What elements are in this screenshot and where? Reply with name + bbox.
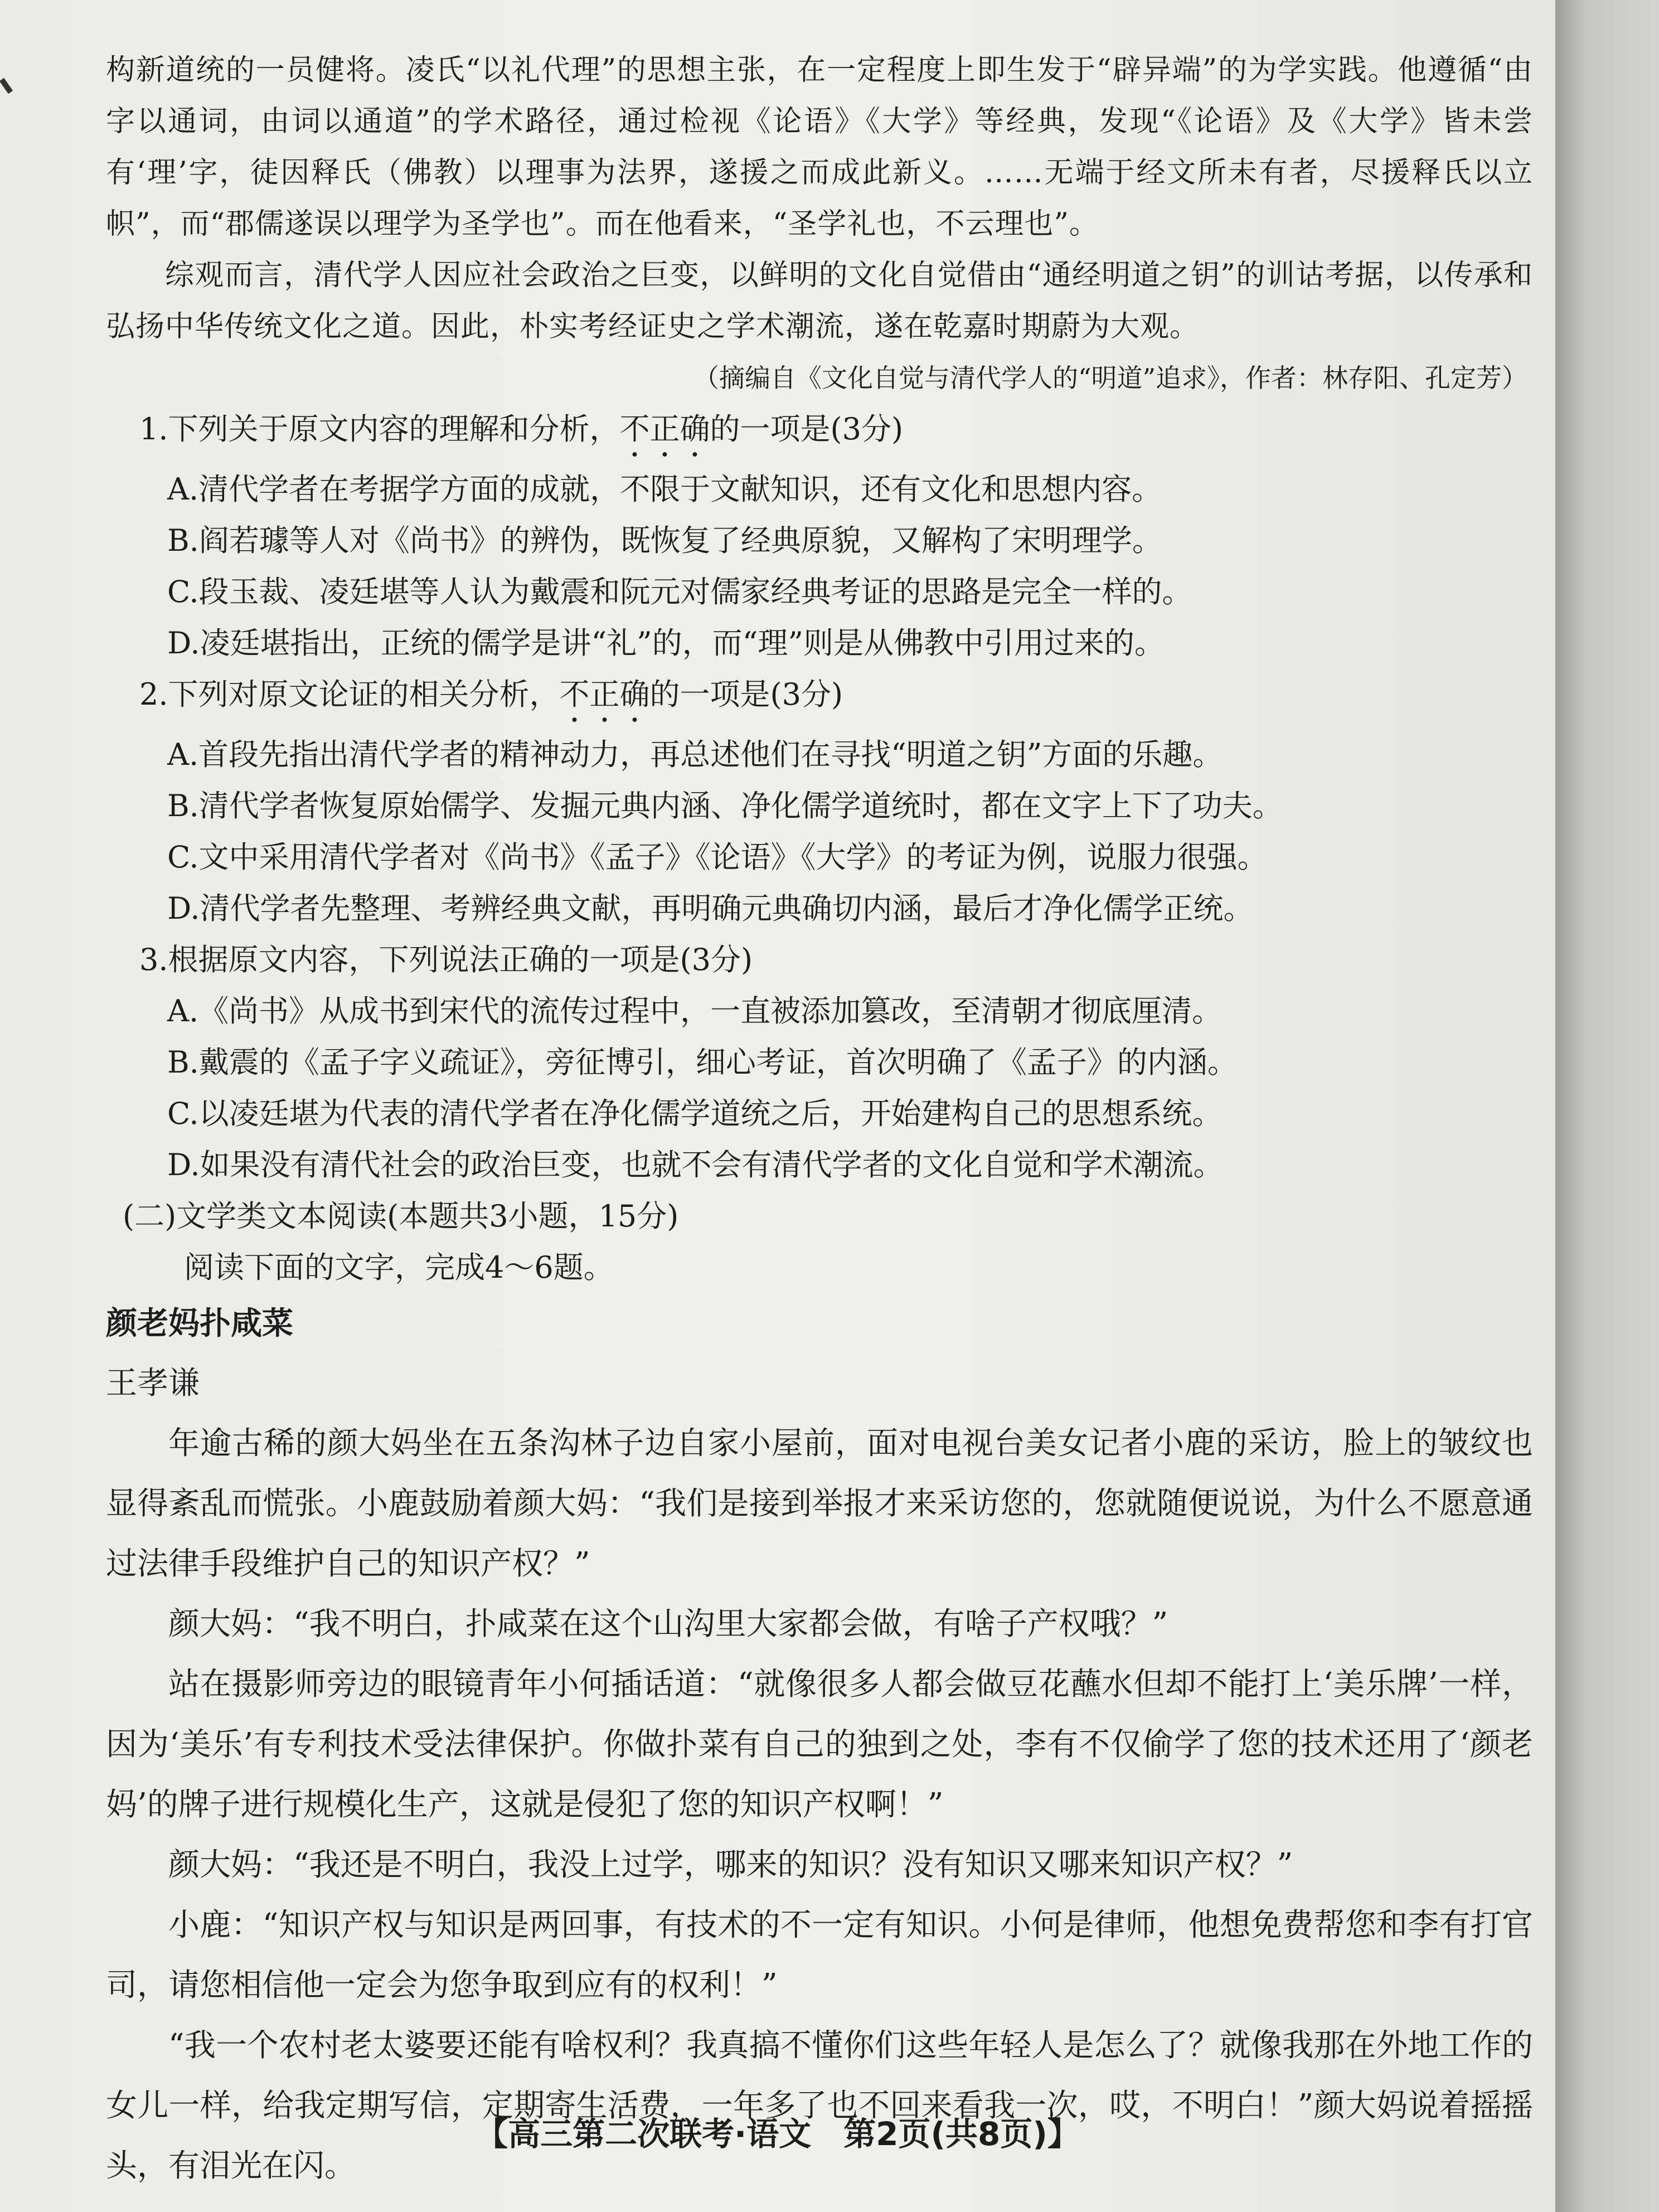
passage-source: （摘编自《文化自觉与清代学人的“明道”追求》，作者：林存阳、孔定芳） xyxy=(693,363,1527,393)
page-content xyxy=(106,45,1533,2196)
option-a: A.首段先指出清代学者的精神动力，再总述他们在寻找“明道之钥”方面的乐趣。 xyxy=(167,737,1223,772)
option-a: A.清代学者在考据学方面的成就，不限于文献知识，还有文化和思想内容。 xyxy=(167,472,1162,507)
section-heading: (二)文学类文本阅读(本题共3小题，15分) xyxy=(123,1199,679,1234)
question-2 xyxy=(106,669,1533,934)
question-3 xyxy=(106,934,1533,1191)
option-c: C.文中采用清代学者对《尚书》《孟子》《论语》《大学》的考证为例，说服力很强。 xyxy=(167,840,1268,875)
option-b: B.清代学者恢复原始儒学、发掘元典内涵、净化儒学道统时，都在文字上下了功夫。 xyxy=(167,788,1283,823)
option-c: C.段玉裁、凌廷堪等人认为戴震和阮元对儒家经典考证的思路是完全一样的。 xyxy=(167,574,1192,609)
option-d: D.凌廷堪指出，正统的儒学是讲“礼”的，而“理”则是从佛教中引用过来的。 xyxy=(167,625,1165,661)
option-b: B.阎若璩等人对《尚书》的辨伪，既恢复了经典原貌，又解构了宋明理学。 xyxy=(167,523,1162,558)
option-c: C.以凌廷堪为代表的清代学者在净化儒学道统之后，开始建构自己的思想系统。 xyxy=(167,1096,1223,1131)
paper-edge-shadow xyxy=(1555,0,1659,2212)
option-b: B.戴震的《孟子字义疏证》，旁征博引，细心考证，首次明确了《孟子》的内涵。 xyxy=(167,1045,1238,1080)
story-paragraph: 站在摄影师旁边的眼镜青年小何插话道：“就像很多人都会做豆花蘸水但却不能打上‘美乐牌’一样，因为‘美乐’有专利技术受法律保护。你做扑菜有自己的独到之处，李有不仅偷学了您的技术还用了‘颜老妈’的牌子进行规模化生产，这就是侵犯了您的知识产权啊！” xyxy=(106,1666,1533,1823)
story-title: 颜老妈扑咸菜 xyxy=(106,1305,293,1342)
emphasis-not-correct: 不正确 xyxy=(559,677,650,712)
story-author: 王孝谦 xyxy=(106,1365,200,1401)
passage-conclusion: 综观而言，清代学人因应社会政治之巨变，以鲜明的文化自觉借由“通经明道之钥”的训诂考据，以传承和弘扬中华传统文化之道。因此，朴实考经证史之学术潮流，遂在乾嘉时期蔚为大观。 xyxy=(106,259,1533,343)
question-stem: 1.下列关于原文内容的理解和分析，不正确的一项是(3分) xyxy=(139,411,904,447)
page-footer: 【高三第二次联考·语文 第2页(共8页)】 xyxy=(476,2115,1080,2153)
question-1 xyxy=(106,404,1533,669)
option-a: A.《尚书》从成书到宋代的流传过程中，一直被添加篡改，至清朝才彻底厘清。 xyxy=(167,993,1223,1029)
passage-paragraph-tail: 构新道统的一员健将。凌氏“以礼代理”的思想主张，在一定程度上即生发于“辟异端”的为学实践。他遵循“由字以通词，由词以通道”的学术路径，通过检视《论语》《大学》等经典，发现“《论语》及《大学》皆未尝有‘理’字，徒因释氏（佛教）以理事为法界，遂援之而成此新义。……无端于经文所未有者，尽援释氏以立帜”，而“郡儒遂误以理学为圣学也”。而在他看来，“圣学礼也，不云理也”。 xyxy=(106,54,1533,241)
story-paragraph: 年逾古稀的颜大妈坐在五条沟林子边自家小屋前，面对电视台美女记者小鹿的采访，脸上的皱纹也显得紊乱而慌张。小鹿鼓励着颜大妈：“我们是接到举报才来采访您的，您就随便说说，为什么不愿意通过法律手段维护自己的知识产权？” xyxy=(106,1425,1533,1582)
story-paragraph: 小鹿：“知识产权与知识是两回事，有技术的不一定有知识。小何是律师，他想免费帮您和李有打官司，请您相信他一定会为您争取到应有的权利！” xyxy=(106,1907,1533,2004)
story-paragraph: “我一个农村老太婆要还能有啥权利？我真搞不懂你们这些年轻人是怎么了？就像我那在外地工作的女儿一样，给我定期写信，定期寄生活费，一年多了也不回来看我一次，哎，不明白！”颜大妈说着摇摇头，有泪光在闪。 xyxy=(106,2027,1533,2184)
option-d: D.清代学者先整理、考辨经典文献，再明确元典确切内涵，最后才净化儒学正统。 xyxy=(167,891,1254,926)
option-d: D.如果没有清代社会的政治巨变，也就不会有清代学者的文化自觉和学术潮流。 xyxy=(167,1147,1224,1182)
story-paragraph: 颜大妈：“我不明白，扑咸菜在这个山沟里大家都会做，有啥子产权哦？” xyxy=(168,1606,1168,1642)
question-stem: 3.根据原文内容，下列说法正确的一项是(3分) xyxy=(139,942,753,977)
section-instruction: 阅读下面的文字，完成4～6题。 xyxy=(184,1250,614,1285)
story xyxy=(106,1293,1533,2196)
emphasis-not-correct: 不正确 xyxy=(619,411,710,447)
question-stem: 2.下列对原文论证的相关分析，不正确的一项是(3分) xyxy=(139,677,843,712)
story-paragraph: 颜大妈：“我还是不明白，我没上过学，哪来的知识？没有知识又哪来知识产权？” xyxy=(168,1847,1293,1883)
